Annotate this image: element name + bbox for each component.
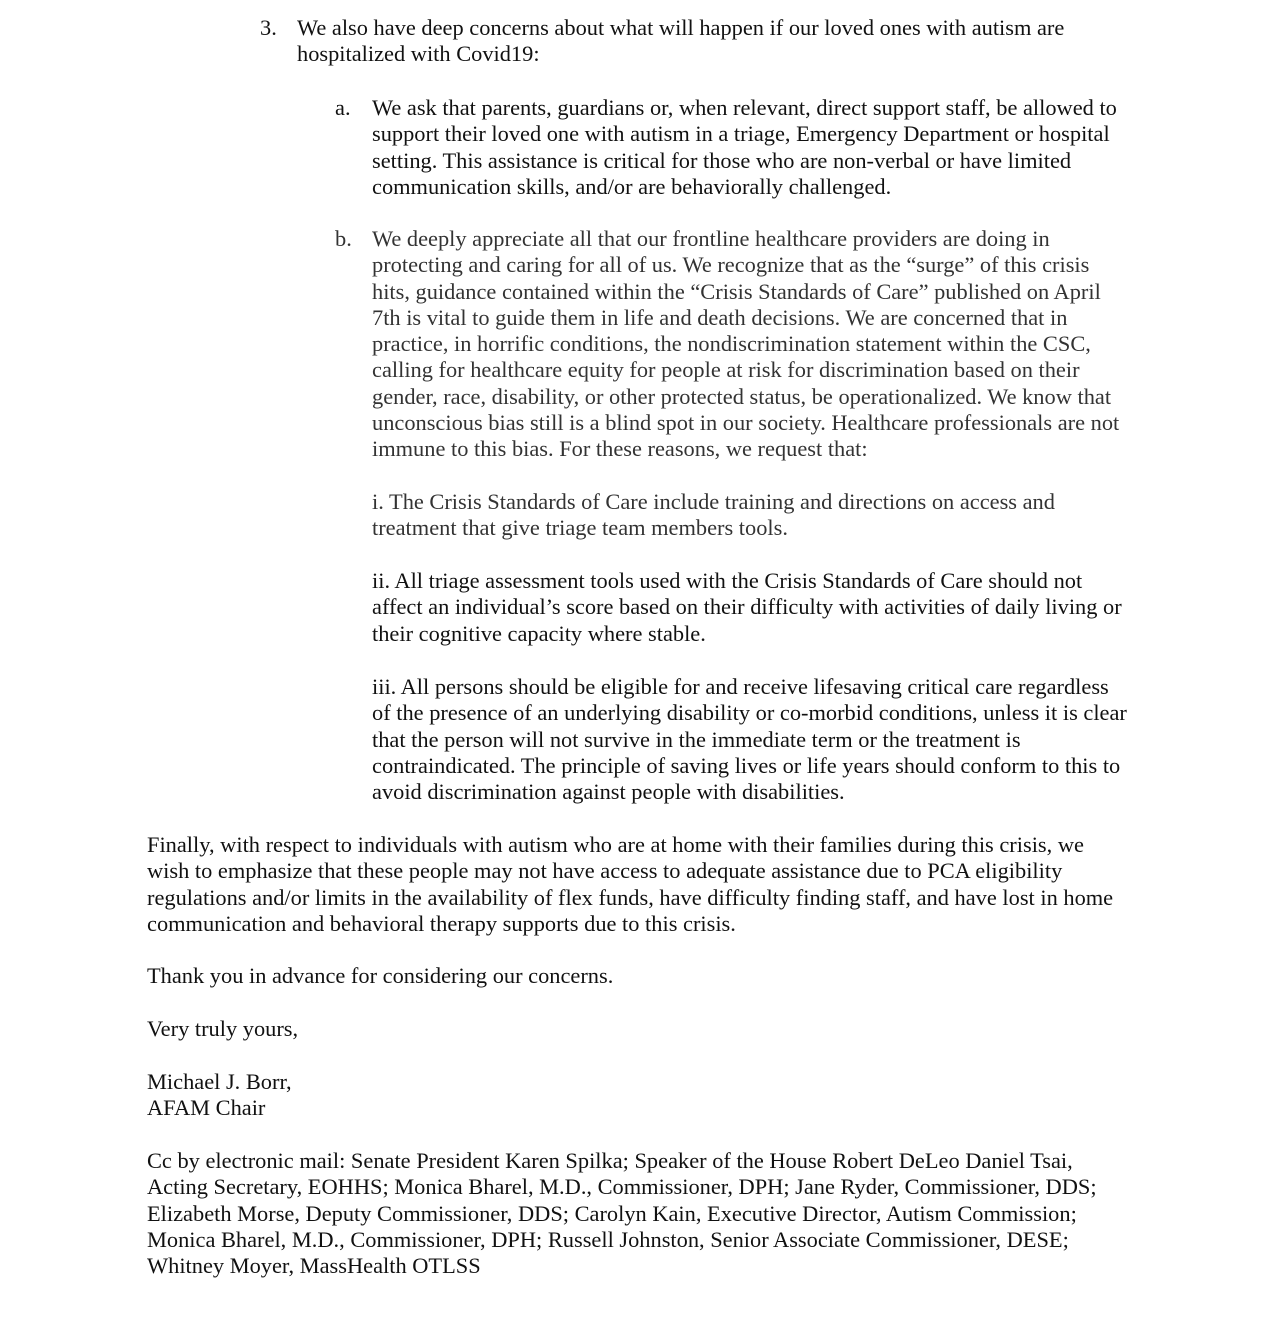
sub-item-a — [335, 95, 1135, 200]
request-point-ii: ii. All triage assessment tools used with the Crisis Standards of Care should not affect an individual’s score based on their difficulty with activities of daily living or their cognitive capacity where stable. — [372, 568, 1122, 646]
final-paragraph: Finally, with respect to individuals with autism who are at home with their families during this crisis, we wish to emphasize that these people may not have access to adequate assistance due to PCA eligibility regulations and/or limits in the availability of flex funds, have difficulty finding staff, and have lost in home communication and behavioral therapy supports due to this crisis. — [147, 832, 1114, 936]
request-point-i: i. The Crisis Standards of Care include training and directions on access and treatment that give triage team members tools. — [372, 489, 1055, 541]
sub-item-letter: a. — [335, 95, 351, 120]
signer-title: AFAM Chair — [147, 1095, 266, 1121]
signature-block — [147, 1069, 1122, 1122]
signer-name: Michael J. Borr, — [147, 1069, 292, 1094]
request-point-iii: iii. All persons should be eligible for and receive lifesaving critical care regardless of the presence of an underlying disability or co-morbid conditions, unless it is clear that the person will not survive in the immediate term or the treatment is contraindicated. The principle of saving lives or life years should conform to this to avoid discrimination against people with disabilities. — [372, 674, 1127, 805]
thanks-line: Thank you in advance for considering our concerns. — [147, 963, 614, 988]
cc-list: Cc by electronic mail: Senate President Karen Spilka; Speaker of the House Robert DeLeo Daniel Tsai, Acting Secretary, EOHHS; Monica Bharel, M.D., Commissioner, DPH; Jane Ryder, Commissioner, DDS; Elizabeth Morse, Deputy Commissioner, DDS; Carolyn Kain, Executive Director, Autism Commission; Monica Bharel, M.D., Commissioner, DPH; Russell Johnston, Senior Associate Commissioner, DESE; Whitney Moyer, MassHealth OTLSS — [147, 1148, 1097, 1279]
sub-item-b — [335, 226, 1135, 463]
sub-item-letter: b. — [335, 226, 352, 251]
sub-item-text: We deeply appreciate all that our frontline healthcare providers are doing in protecting and caring for all of us. We recognize that as the “surge” of this crisis hits, guidance contained within the “Crisis Standards of Care” published on April 7th is vital to guide them in life and death decisions. We are concerned that in practice, in horrific conditions, the nondiscrimination statement within the CSC, calling for healthcare equity for people at risk for discrimination based on their gender, race, disability, or other protected status, be operationalized. We know that unconscious bias still is a blind spot in our society. Healthcare professionals are not immune to this bias. For these reasons, we request that: — [372, 226, 1120, 462]
list-item-text: We also have deep concerns about what will happen if our loved ones with autism are hospitalized with Covid19: — [297, 15, 1065, 67]
list-item-3 — [260, 15, 1140, 68]
sub-item-text: We ask that parents, guardians or, when relevant, direct support staff, be allowed to support their loved one with autism in a triage, Emergency Department or hospital setting. This assistance is critical for those who are non-verbal or have limited communication skills, and/or are behaviorally challenged. — [372, 95, 1117, 199]
list-item-number: 3. — [260, 15, 277, 40]
closing-line: Very truly yours, — [147, 1016, 299, 1041]
